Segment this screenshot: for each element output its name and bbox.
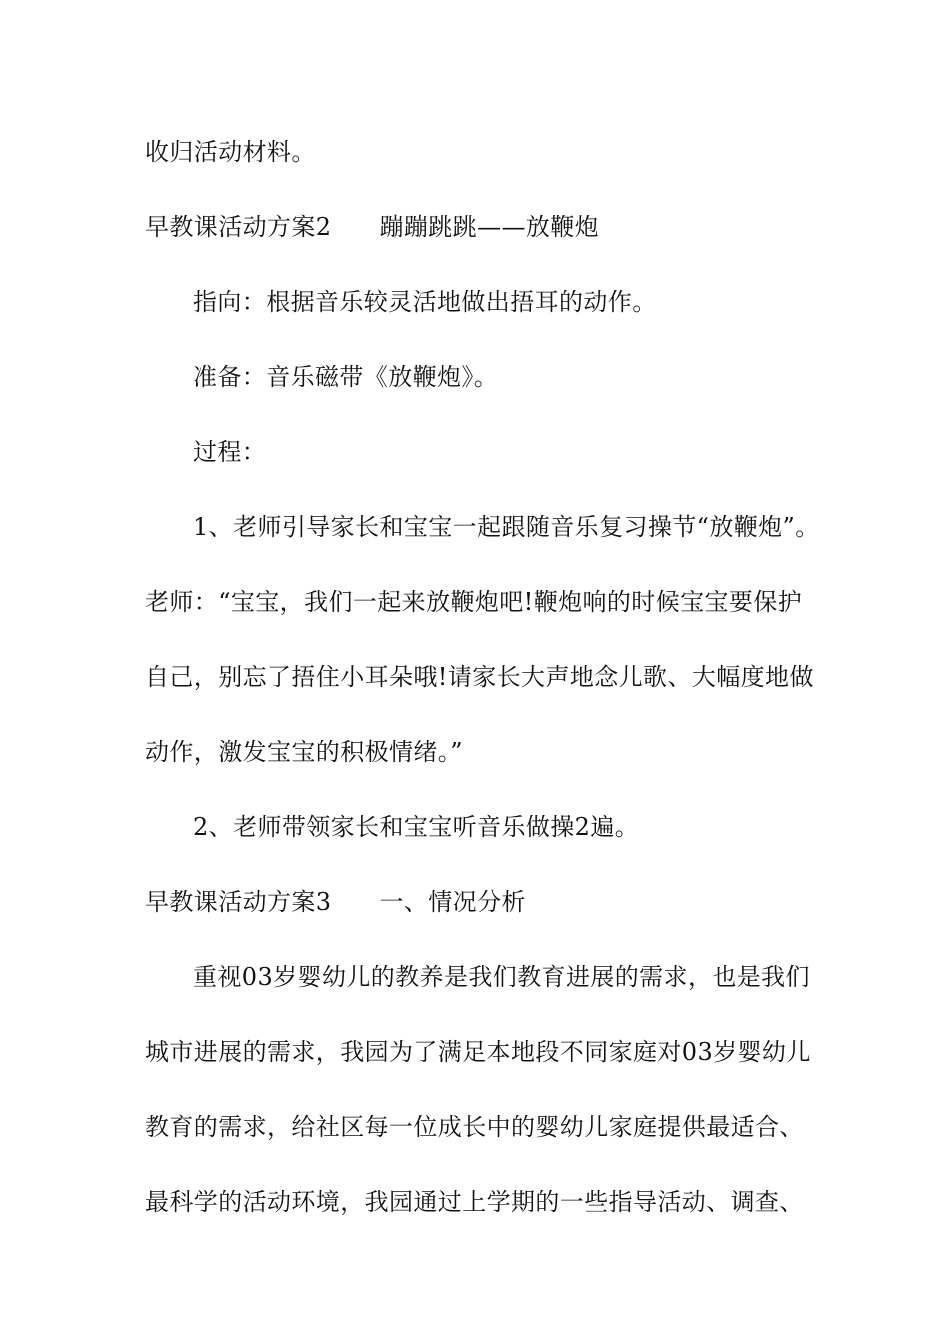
paragraph-process-label (193, 437, 883, 467)
line-text: 1、老师引导家长和宝宝一起跟随音乐复习操节“放鞭炮”。 (193, 513, 820, 541)
line-text: 过程： (193, 438, 267, 466)
line-text: 城市进展的需求，我园为了满足本地段不同家庭对03岁婴幼儿 (145, 1038, 811, 1066)
paragraph-analysis-1 (193, 962, 883, 992)
section-subtitle: 蹦蹦跳跳——放鞭炮 (379, 213, 600, 241)
line-text: 老师：“宝宝，我们一起来放鞭炮吧!鞭炮响的时候宝宝要保护 (145, 588, 803, 616)
paragraph-teacher-quote-2 (145, 662, 835, 692)
line-text: 收归活动材料。 (145, 138, 316, 166)
line-text: 动作，激发宝宝的积极情绪。” (145, 738, 463, 766)
section-title: 早教课活动方案3 (145, 888, 332, 916)
line-text: 2、老师带领家长和宝宝听音乐做操2遍。 (193, 813, 640, 841)
section-title: 早教课活动方案2 (145, 213, 332, 241)
line-text: 自己，别忘了捂住小耳朵哦!请家长大声地念儿歌、大幅度地做 (145, 663, 814, 691)
section-subtitle: 一、情况分析 (379, 888, 526, 916)
paragraph-analysis-4 (145, 1187, 835, 1217)
line-text: 教育的需求，给社区每一位成长中的婴幼儿家庭提供最适合、 (145, 1113, 804, 1141)
paragraph-preparation (193, 362, 883, 392)
paragraph-objective (193, 287, 883, 317)
paragraph-analysis-3 (145, 1112, 835, 1142)
section-heading-3 (145, 887, 835, 917)
section-heading-2 (145, 212, 835, 242)
paragraph-step-2 (193, 812, 883, 842)
line-text: 指向：根据音乐较灵活地做出捂耳的动作。 (193, 288, 657, 316)
text-line-1 (145, 137, 835, 167)
paragraph-teacher-quote-3 (145, 737, 835, 767)
line-text: 最科学的活动环境，我园通过上学期的一些指导活动、调查、 (145, 1188, 804, 1216)
paragraph-analysis-2 (145, 1037, 835, 1067)
line-text: 准备：音乐磁带《放鞭炮》。 (193, 363, 499, 391)
paragraph-teacher-quote-1 (145, 587, 835, 617)
paragraph-step-1 (193, 512, 883, 542)
line-text: 重视03岁婴幼儿的教养是我们教育进展的需求，也是我们 (193, 963, 810, 991)
